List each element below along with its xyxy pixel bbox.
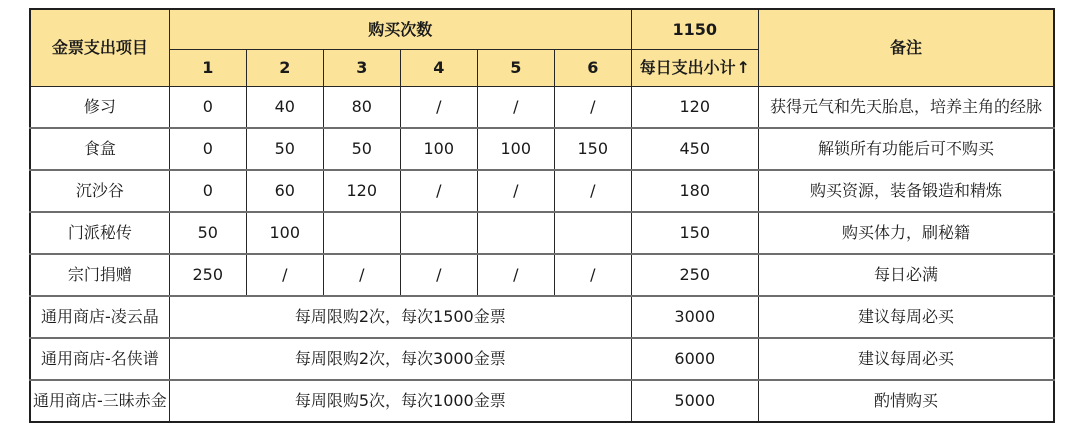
table-row-shihe (30, 128, 1054, 170)
remark-cell: 建议每周必买 (758, 338, 1054, 380)
purchase-value-cell: 40 (246, 87, 323, 129)
purchase-value-cell: 0 (169, 128, 246, 170)
remark-cell: 解锁所有功能后可不购买 (758, 128, 1054, 170)
purchase-value-cell: 150 (554, 128, 631, 170)
purchase-value-cell: / (400, 254, 477, 296)
purchase-value-cell: 0 (169, 170, 246, 212)
purchase-value-cell: / (246, 254, 323, 296)
subtotal-cell: 5000 (631, 380, 758, 422)
remark-cell: 每日必满 (758, 254, 1054, 296)
row-item-label: 修习 (30, 87, 169, 129)
purchase-value-cell: 100 (246, 212, 323, 254)
row-item-label: 通用商店-名侠谱 (30, 338, 169, 380)
purchase-value-cell: / (323, 254, 400, 296)
header-count-1: 1 (169, 50, 246, 87)
header-count-3: 3 (323, 50, 400, 87)
purchase-value-cell: 250 (169, 254, 246, 296)
purchase-value-cell: / (400, 87, 477, 129)
purchase-value-cell: 100 (477, 128, 554, 170)
purchase-value-cell: 50 (323, 128, 400, 170)
subtotal-cell: 150 (631, 212, 758, 254)
purchase-note-cell: 每周限购2次，每次1500金票 (169, 296, 631, 338)
table-row-menpaimichuan (30, 212, 1054, 254)
purchase-note-cell: 每周限购2次，每次3000金票 (169, 338, 631, 380)
table-row-chenshagu (30, 170, 1054, 212)
purchase-value-cell (323, 212, 400, 254)
remark-cell: 建议每周必买 (758, 296, 1054, 338)
table-row-shop-lingyunjing (30, 296, 1054, 338)
remark-cell: 酌情购买 (758, 380, 1054, 422)
remark-cell: 获得元气和先天胎息，培养主角的经脉 (758, 87, 1054, 129)
purchase-value-cell: 120 (323, 170, 400, 212)
purchase-value-cell: / (477, 254, 554, 296)
header-total-value: 1150 (631, 9, 758, 50)
row-item-label: 食盒 (30, 128, 169, 170)
header-count-4: 4 (400, 50, 477, 87)
header-row-top (30, 9, 1054, 50)
sort-ascending-icon[interactable]: ↑ (736, 58, 750, 77)
row-item-label: 通用商店-凌云晶 (30, 296, 169, 338)
purchase-value-cell: / (554, 170, 631, 212)
purchase-value-cell: 0 (169, 87, 246, 129)
remark-cell: 购买资源，装备锻造和精炼 (758, 170, 1054, 212)
purchase-value-cell: / (400, 170, 477, 212)
purchase-value-cell (400, 212, 477, 254)
gold-ticket-expense-table (29, 8, 1055, 423)
remark-cell: 购买体力，刷秘籍 (758, 212, 1054, 254)
header-count-6: 6 (554, 50, 631, 87)
purchase-value-cell (477, 212, 554, 254)
table-row-zongmenjuanzeng (30, 254, 1054, 296)
table-row-shop-sanmeichijin (30, 380, 1054, 422)
purchase-value-cell: 60 (246, 170, 323, 212)
purchase-value-cell (554, 212, 631, 254)
purchase-value-cell: 50 (169, 212, 246, 254)
purchase-value-cell: 50 (246, 128, 323, 170)
subtotal-cell: 180 (631, 170, 758, 212)
daily-subtotal-label: 每日支出小计 (639, 58, 736, 77)
purchase-value-cell: / (554, 87, 631, 129)
purchase-value-cell: 80 (323, 87, 400, 129)
subtotal-cell: 120 (631, 87, 758, 129)
row-item-label: 门派秘传 (30, 212, 169, 254)
purchase-note-cell: 每周限购5次，每次1000金票 (169, 380, 631, 422)
subtotal-cell: 3000 (631, 296, 758, 338)
subtotal-cell: 250 (631, 254, 758, 296)
table-row-xiuxi (30, 87, 1054, 129)
header-purchase-count: 购买次数 (169, 9, 631, 50)
subtotal-cell: 6000 (631, 338, 758, 380)
header-daily-subtotal (631, 50, 758, 87)
subtotal-cell: 450 (631, 128, 758, 170)
header-count-5: 5 (477, 50, 554, 87)
table-row-shop-mingxiapu (30, 338, 1054, 380)
purchase-value-cell: / (477, 87, 554, 129)
row-item-label: 沉沙谷 (30, 170, 169, 212)
purchase-value-cell: 100 (400, 128, 477, 170)
header-count-2: 2 (246, 50, 323, 87)
row-item-label: 宗门捐赠 (30, 254, 169, 296)
row-item-label: 通用商店-三昧赤金 (30, 380, 169, 422)
purchase-value-cell: / (477, 170, 554, 212)
header-expense-item: 金票支出项目 (30, 9, 169, 87)
purchase-value-cell: / (554, 254, 631, 296)
header-remark: 备注 (758, 9, 1054, 87)
